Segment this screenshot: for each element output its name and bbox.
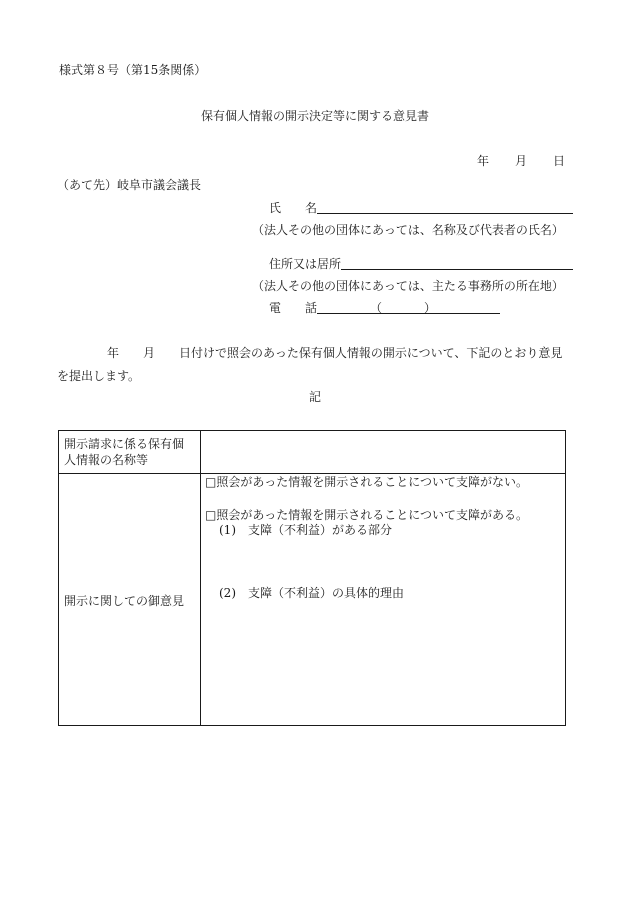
row1-label-line1: 開示請求に係る保有個 bbox=[64, 437, 185, 451]
row2-label: 開示に関しての御意見 bbox=[64, 594, 185, 608]
option-issue-checkbox[interactable]: □照会があった情報を開示されることについて支障がある。 bbox=[205, 508, 528, 522]
name-note: （法人その他の団体にあっては、名称及び代表者の氏名） bbox=[252, 223, 564, 237]
addressee: （あて先）岐阜市議会議長 bbox=[57, 178, 202, 192]
phone-paren-open: （ bbox=[370, 301, 383, 315]
phone-field-line[interactable] bbox=[317, 313, 500, 314]
date-line bbox=[477, 155, 565, 167]
sub-item-2: (2) 支障（不利益）の具体的理由 bbox=[219, 586, 404, 600]
row1-label-line2: 人情報の名称等 bbox=[64, 453, 149, 467]
document-title: 保有個人情報の開示決定等に関する意見書 bbox=[200, 109, 429, 123]
info-name-input-cell[interactable] bbox=[209, 437, 559, 469]
phone-paren-close: ） bbox=[424, 301, 437, 315]
address-label: 住所又は居所 bbox=[269, 257, 342, 271]
phone-label: 電 話 bbox=[269, 301, 318, 315]
table-column-divider bbox=[200, 431, 201, 725]
ki-heading: 記 bbox=[308, 390, 321, 404]
address-note: （法人その他の団体にあっては、主たる事務所の所在地） bbox=[252, 279, 564, 293]
body-text-line1: 年 月 日付けで照会のあった保有個人情報の開示について、下記のとおり意見 bbox=[107, 346, 563, 360]
opinion-table bbox=[58, 430, 566, 726]
date-year: 年 bbox=[477, 154, 490, 168]
date-day: 日 bbox=[553, 154, 566, 168]
address-field-line[interactable] bbox=[341, 269, 573, 270]
date-month: 月 bbox=[515, 154, 528, 168]
name-field-line[interactable] bbox=[317, 213, 573, 214]
body-text-line2: を提出します。 bbox=[57, 369, 141, 383]
sub-item-1: (1) 支障（不利益）がある部分 bbox=[219, 523, 392, 537]
option-no-issue-checkbox[interactable]: □照会があった情報を開示されることについて支障がない。 bbox=[205, 475, 528, 489]
form-number: 様式第８号（第15条関係） bbox=[59, 63, 207, 77]
name-label: 氏 名 bbox=[269, 201, 318, 215]
